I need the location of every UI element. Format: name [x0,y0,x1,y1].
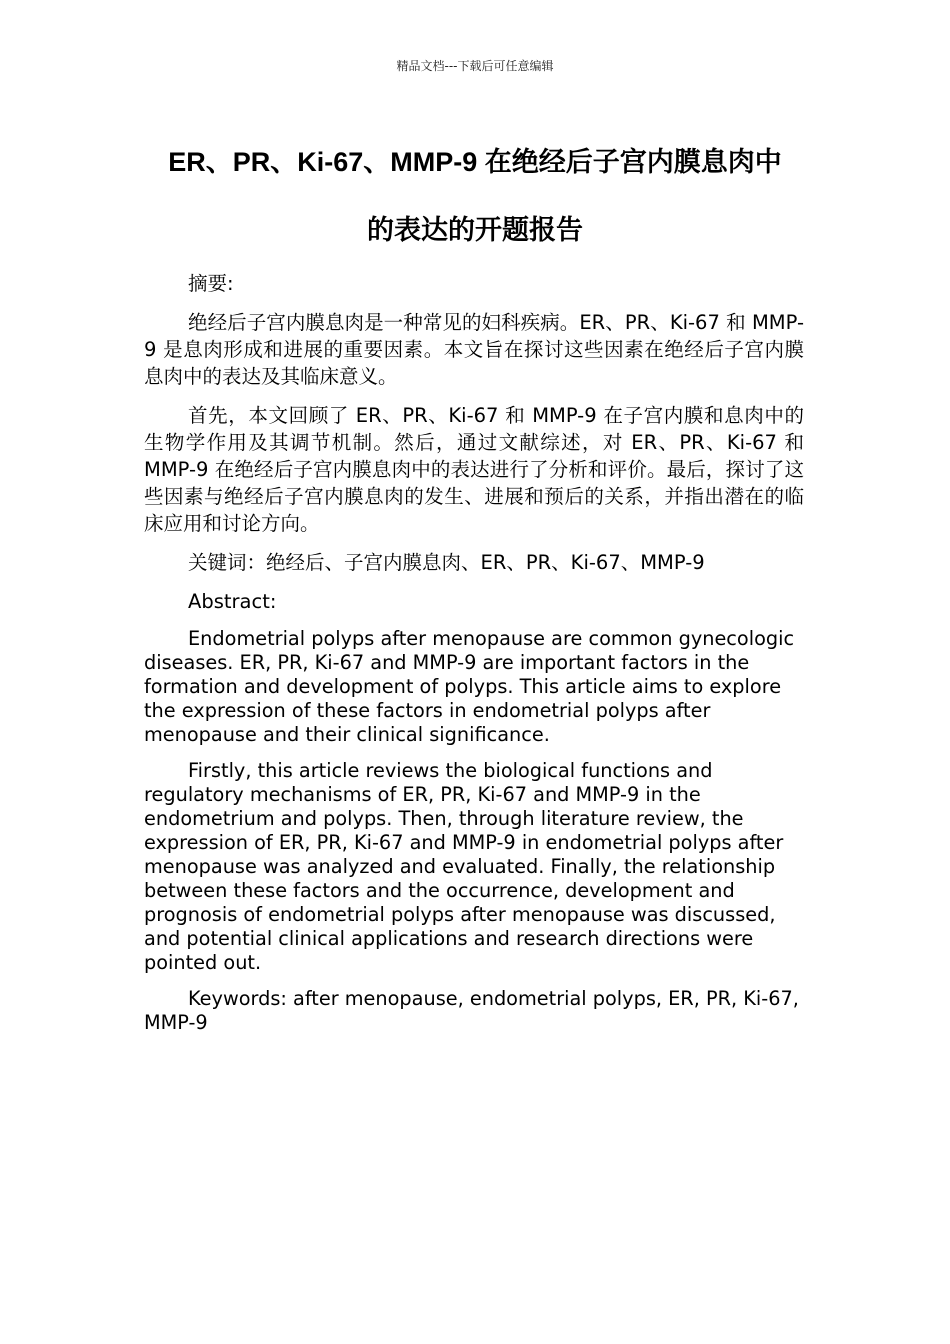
document-body [144,270,804,1035]
abstract-label-cn: 摘要: [188,272,234,295]
abstract-paragraph-en-1: Endometrial polyps after menopause are common gynecologic diseases. ER, PR, Ki-67 and MMP-9 are important factors in the formation and development of polyps. This article aims to explore the expression of these factors in endometrial polyps after menopause and their clinical significance. [144,627,795,746]
document-title [120,128,830,264]
abstract-paragraph-cn-2: 首先，本文回顾了 ER、PR、Ki-67 和 MMP-9 在子宫内膜和息肉中的生物学作用及其调节机制。然后，通过文献综述，对 ER、PR、Ki-67 和 MMP-9 在绝经后子宫内膜息肉中的表达进行了分析和评价。最后，探讨了这些因素与绝经后子宫内膜息肉的发生、进展和预后的关系，并指出潜在的临床应用和讨论方向。 [144,404,804,535]
keywords-en: Keywords: after menopause, endometrial polyps, ER, PR, Ki-67, MMP-9 [144,987,799,1034]
title-line-2: 的表达的开题报告 [367,215,583,245]
abstract-paragraph-en-2: Firstly, this article reviews the biological functions and regulatory mechanisms of ER, PR, Ki-67 and MMP-9 in the endometrium and polyps. Then, through literature review, the expression of ER, PR, Ki-67 and MMP-9 in endometrial polyps after menopause was analyzed and evaluated. Finally, the relationship between these factors and the occurrence, development and prognosis of endometrial polyps after menopause was discussed, and potential clinical applications and research directions were pointed out. [144,759,784,974]
header-note: 精品文档---下载后可任意编辑 [396,59,554,73]
keywords-cn: 关键词：绝经后、子宫内膜息肉、ER、PR、Ki-67、MMP-9 [188,551,705,574]
abstract-label-en: Abstract: [188,590,277,613]
abstract-paragraph-cn-1: 绝经后子宫内膜息肉是一种常见的妇科疾病。ER、PR、Ki-67 和 MMP-9 是息肉形成和进展的重要因素。本文旨在探讨这些因素在绝经后子宫内膜息肉中的表达及其临床意义。 [144,311,804,388]
title-line-1: ER、PR、Ki-67、MMP-9 在绝经后子宫内膜息肉中 [168,147,782,177]
